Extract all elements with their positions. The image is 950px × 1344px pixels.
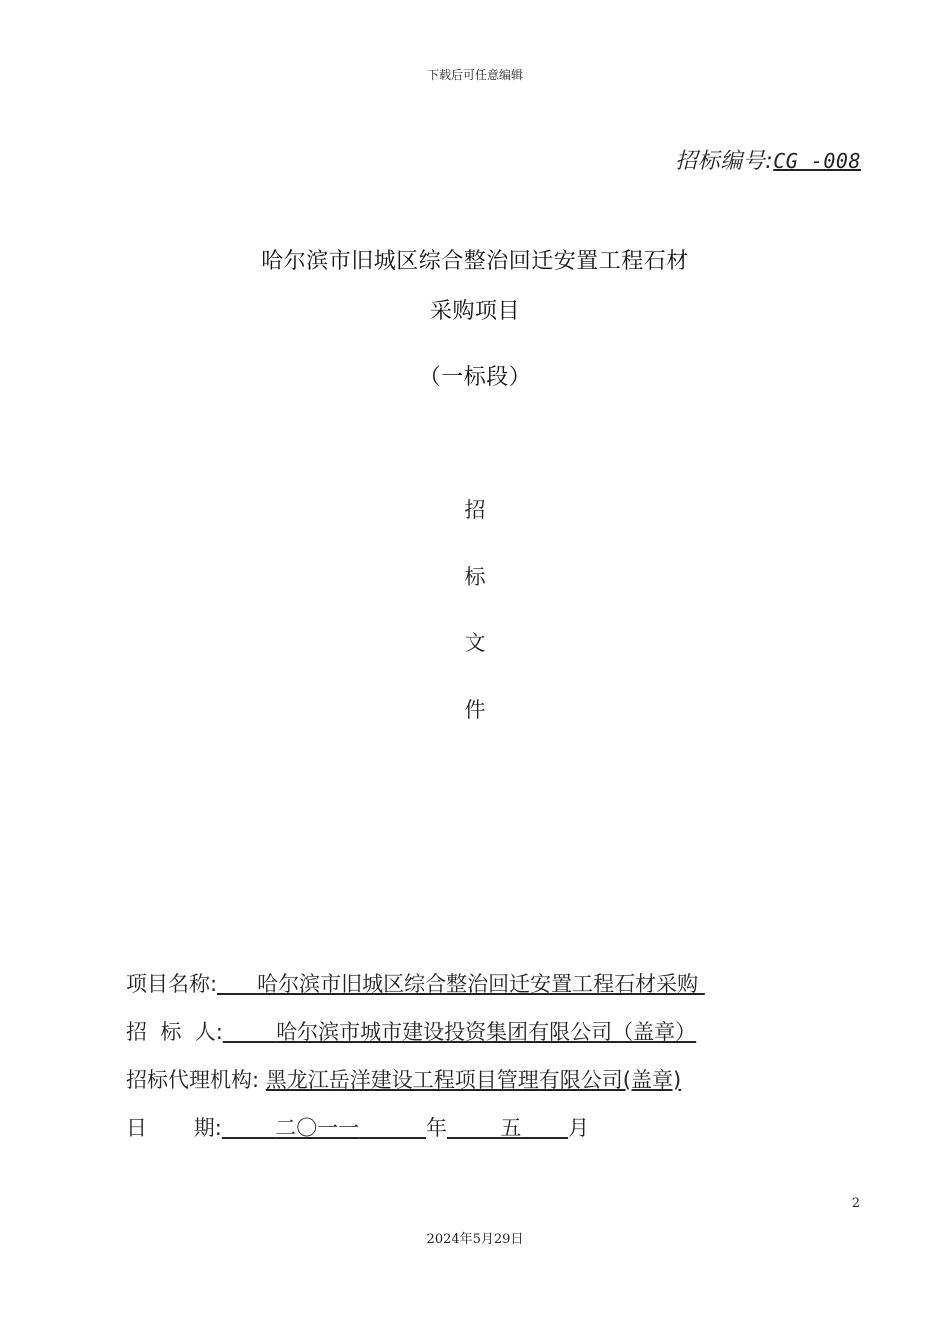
doc-type-char: 标	[464, 565, 486, 589]
project-name-label: 项目名称:	[126, 972, 218, 996]
date-label: 日 期:	[126, 1116, 222, 1140]
doc-type-char: 文	[464, 631, 486, 655]
document-title-section: （一标段）	[418, 365, 532, 390]
date-year-unit: 年	[425, 1116, 447, 1140]
date-row	[126, 1112, 589, 1142]
footer-date: 2024年5月29日	[426, 1232, 524, 1247]
agency-label: 招标代理机构:	[126, 1068, 260, 1092]
page-number: 2	[851, 1196, 860, 1211]
doc-type-char: 招	[464, 498, 486, 522]
date-month-unit: 月	[568, 1116, 590, 1140]
header-note: 下载后可任意编辑	[426, 68, 523, 82]
tenderer-value: 哈尔滨市城市建设投资集团有限公司（盖章）	[276, 1020, 697, 1044]
date-month: 五	[500, 1116, 522, 1140]
tenderer-row	[126, 1016, 696, 1046]
bid-number-label: 招标编号:	[675, 149, 774, 174]
doc-type-char: 件	[464, 698, 486, 722]
tenderer-label: 招 标 人:	[126, 1020, 223, 1044]
document-title-line-1: 哈尔滨市旧城区综合整治回迁安置工程石材	[261, 249, 689, 274]
date-year: 二〇一一	[275, 1116, 360, 1140]
agency-row	[126, 1064, 681, 1094]
bid-number-code: CG -008	[773, 149, 861, 173]
document-title-line-2: 采购项目	[429, 299, 520, 324]
agency-value: 黑龙江岳洋建设工程项目管理有限公司(盖章)	[265, 1068, 682, 1092]
project-name-value: 哈尔滨市旧城区综合整治回迁安置工程石材采购	[257, 972, 699, 996]
project-name-row	[126, 968, 705, 998]
bid-number	[675, 144, 861, 175]
